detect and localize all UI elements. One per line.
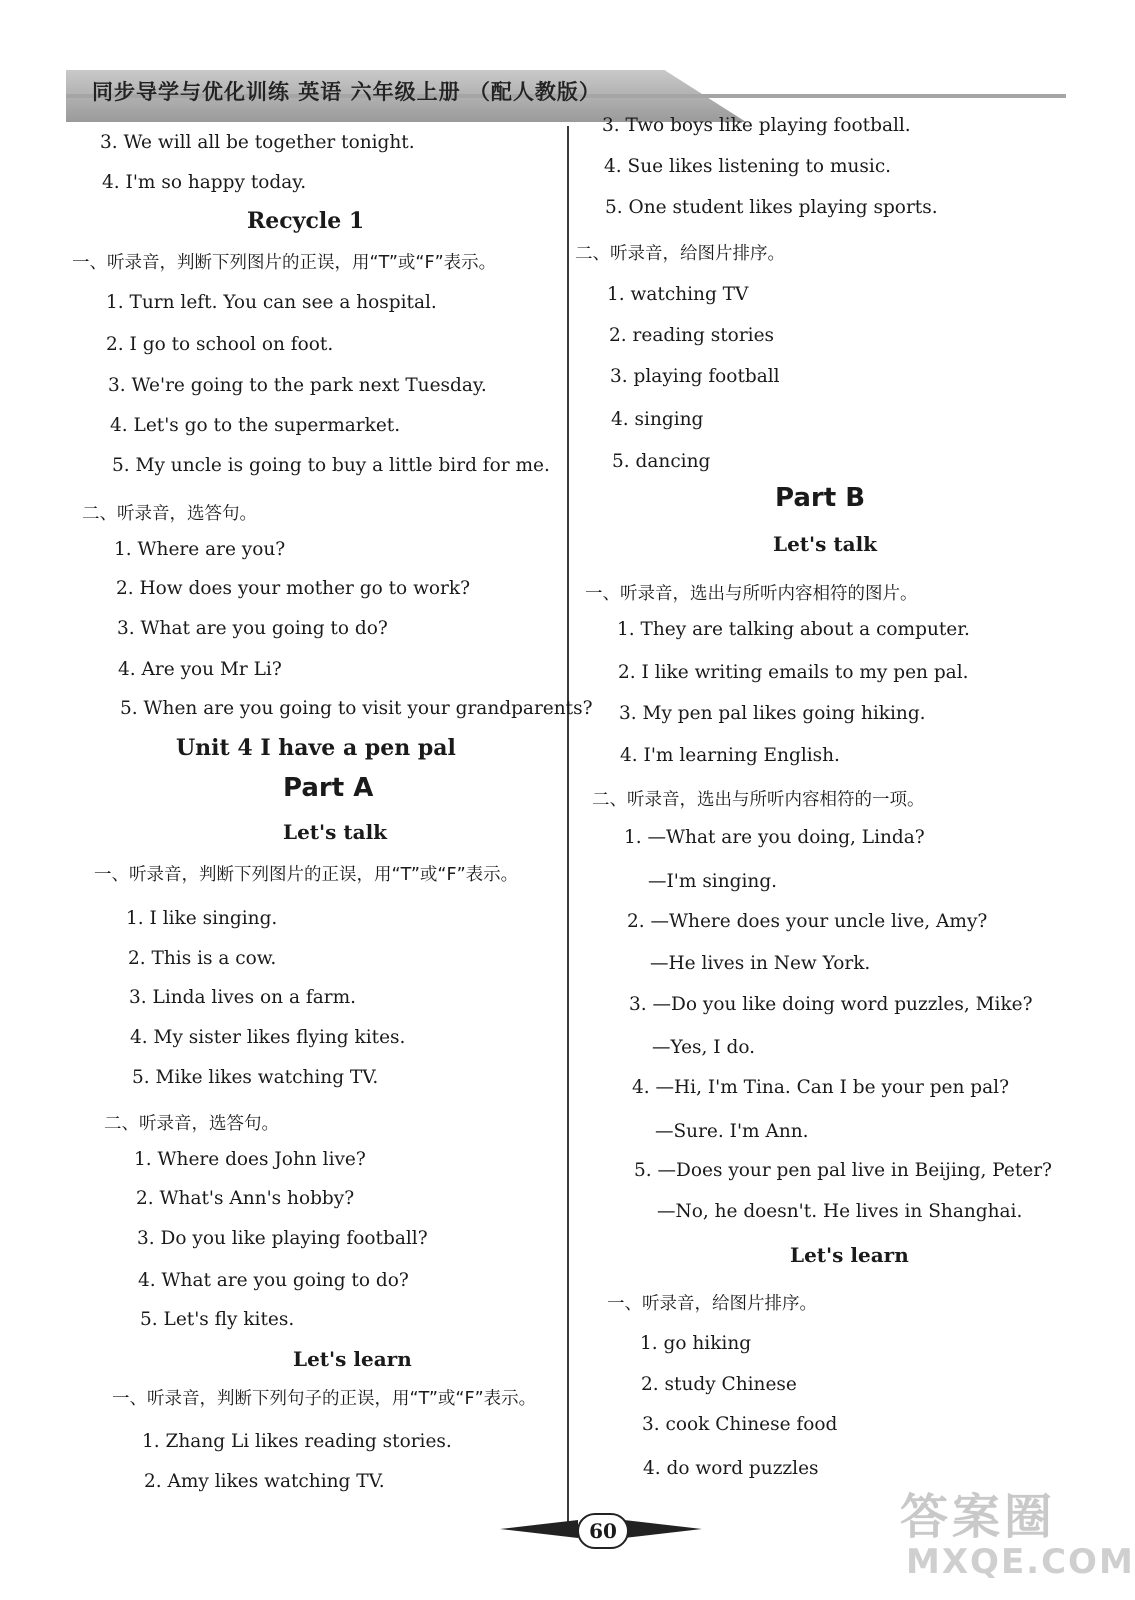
book-title: 同步导学与优化训练 英语 六年级上册 （配人教版） [92, 80, 601, 104]
list-item: 2. This is a cow. [128, 948, 277, 969]
list-item: 5. When are you going to visit your grandparents? [120, 698, 593, 719]
text-line: 4. Sue likes listening to music. [604, 156, 892, 177]
list-item: 1. Where does John live? [134, 1149, 366, 1170]
exercise-heading: 一、听录音，判断下列句子的正误，用“T”或“F”表示。 [112, 1389, 537, 1409]
list-item: 4. Are you Mr Li? [118, 659, 282, 680]
list-item: 2. I like writing emails to my pen pal. [618, 662, 969, 683]
exercise-heading: 一、听录音，判断下列图片的正误，用“T”或“F”表示。 [72, 253, 497, 273]
list-item: 2. reading stories [609, 325, 775, 346]
watermark-en: MXQE.COM [906, 1542, 1135, 1582]
list-item: 4. I'm learning English. [620, 745, 840, 766]
subsection-title: Let's talk [283, 820, 388, 844]
list-item: 4. do word puzzles [643, 1458, 819, 1479]
exercise-heading: 二、听录音，选答句。 [104, 1114, 279, 1134]
list-item: 1. Turn left. You can see a hospital. [106, 292, 437, 313]
list-item: 3. Linda lives on a farm. [129, 987, 356, 1008]
list-item: 4. Let's go to the supermarket. [110, 415, 401, 436]
list-item: 4. singing [611, 409, 704, 430]
dialogue-line: —No, he doesn't. He lives in Shanghai. [657, 1201, 1023, 1222]
list-item: 1. I like singing. [126, 908, 278, 929]
exercise-heading: 二、听录音，选答句。 [82, 504, 257, 524]
footer-ornament-right [624, 1518, 702, 1540]
dialogue-line: —He lives in New York. [650, 953, 871, 974]
exercise-heading: 一、听录音，选出与所听内容相符的图片。 [585, 584, 918, 604]
subsection-title: Let's learn [293, 1347, 412, 1371]
page-number: 60 [577, 1513, 629, 1549]
list-item: 2. How does your mother go to work? [116, 578, 471, 599]
list-item: 5. My uncle is going to buy a little bird for me. [112, 455, 550, 476]
text-line: 4. I'm so happy today. [102, 172, 307, 193]
list-item: 3. My pen pal likes going hiking. [619, 703, 926, 724]
watermark [900, 1478, 1135, 1588]
text-line: 5. One student likes playing sports. [605, 197, 938, 218]
list-item: 2. Amy likes watching TV. [144, 1471, 385, 1492]
dialogue-line: 1. —What are you doing, Linda? [624, 827, 925, 848]
list-item: 2. I go to school on foot. [106, 334, 334, 355]
exercise-heading: 二、听录音，选出与所听内容相符的一项。 [592, 790, 925, 810]
list-item: 2. study Chinese [641, 1374, 797, 1395]
list-item: 5. Mike likes watching TV. [132, 1067, 379, 1088]
text-line: 3. We will all be together tonight. [100, 132, 415, 153]
exercise-heading: 一、听录音，判断下列图片的正误，用“T”或“F”表示。 [94, 865, 519, 885]
list-item: 3. Do you like playing football? [137, 1228, 428, 1249]
list-item: 5. Let's fly kites. [140, 1309, 295, 1330]
watermark-cn: 答案圈 [900, 1489, 1057, 1545]
column-divider [567, 126, 569, 1526]
footer-ornament-left [500, 1518, 578, 1540]
text-line: 3. Two boys like playing football. [602, 115, 911, 136]
dialogue-line: 5. —Does your pen pal live in Beijing, Peter? [634, 1160, 1052, 1181]
unit-title: Unit 4 I have a pen pal [176, 735, 456, 761]
list-item: 3. What are you going to do? [117, 618, 388, 639]
list-item: 3. cook Chinese food [642, 1414, 838, 1435]
list-item: 3. We're going to the park next Tuesday. [108, 375, 487, 396]
dialogue-line: —Sure. I'm Ann. [655, 1121, 809, 1142]
list-item: 1. Where are you? [114, 539, 286, 560]
list-item: 1. They are talking about a computer. [617, 619, 970, 640]
exercise-heading: 一、听录音，给图片排序。 [607, 1294, 817, 1314]
dialogue-line: —Yes, I do. [652, 1037, 756, 1058]
list-item: 4. My sister likes flying kites. [130, 1027, 406, 1048]
list-item: 5. dancing [612, 451, 711, 472]
part-title: Part A [283, 773, 374, 803]
list-item: 4. What are you going to do? [138, 1270, 409, 1291]
list-item: 3. playing football [610, 366, 780, 387]
list-item: 1. watching TV [607, 284, 749, 305]
dialogue-line: 4. —Hi, I'm Tina. Can I be your pen pal? [632, 1077, 1009, 1098]
part-title: Part B [775, 483, 866, 513]
list-item: 2. What's Ann's hobby? [136, 1188, 355, 1209]
exercise-heading: 二、听录音，给图片排序。 [575, 244, 785, 264]
subsection-title: Let's talk [773, 532, 878, 556]
list-item: 1. Zhang Li likes reading stories. [142, 1431, 452, 1452]
subsection-title: Let's learn [790, 1243, 909, 1267]
list-item: 1. go hiking [640, 1333, 752, 1354]
dialogue-line: 3. —Do you like doing word puzzles, Mike? [629, 994, 1033, 1015]
dialogue-line: —I'm singing. [648, 871, 778, 892]
section-title-recycle: Recycle 1 [247, 208, 365, 234]
dialogue-line: 2. —Where does your uncle live, Amy? [627, 911, 988, 932]
